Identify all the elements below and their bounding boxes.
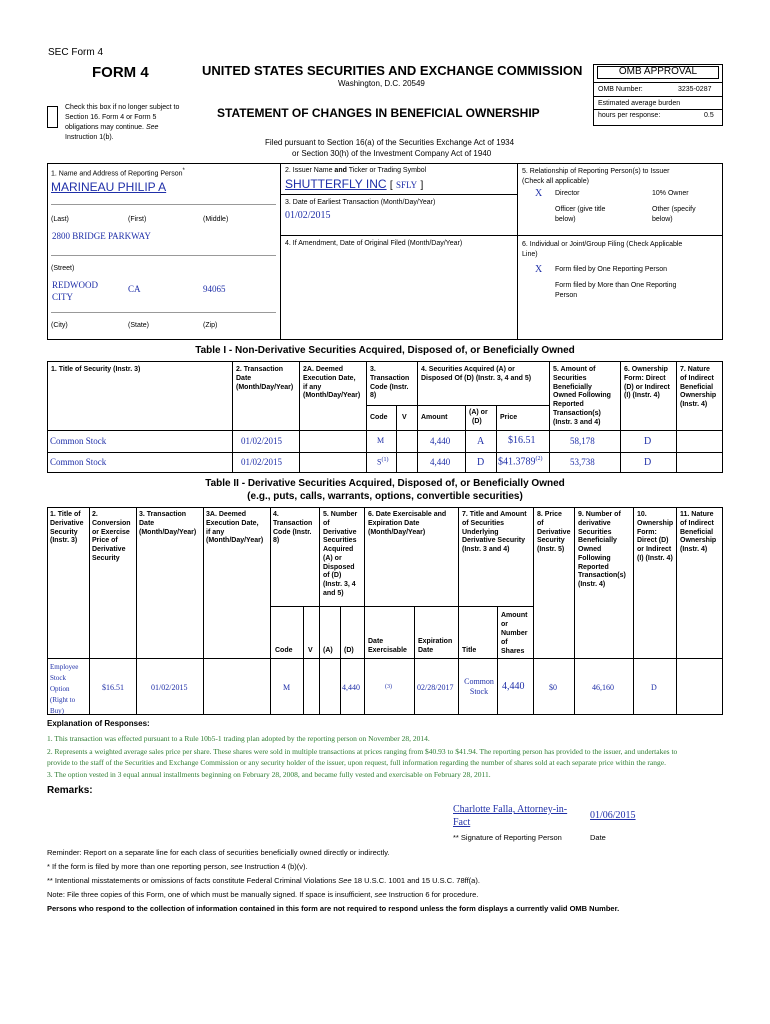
t2-h7: 7. Title and Amount of Securities Underlying Derivative Security (Instr. 3 and 4) xyxy=(462,511,527,553)
more-persons-label: Form filed by More than One Reporting Person xyxy=(555,282,677,299)
filing-label: 6. Individual or Joint/Group Filing (Check Applicable Line) xyxy=(522,241,683,258)
reporting-person-name[interactable]: MARINEAU PHILIP A xyxy=(51,180,167,194)
t2-h4: 4. Transaction Code (Instr. 8) xyxy=(273,511,313,545)
t2-v: V xyxy=(308,647,313,654)
t2-h11: 11. Nature of Indirect Beneficial Ownership (Instr. 4) xyxy=(680,511,717,553)
t2-r1-expiration: 02/28/2017 xyxy=(417,683,454,692)
earliest-date-value: 01/02/2015 xyxy=(285,210,331,221)
footer-note-1: * If the form is filed by more than one reporting person, see Instruction 4 (b)(v). xyxy=(47,862,308,871)
checkbox-instructions: Check this box if no longer subject to Section 16. Form 4 or Form 5 obligations may continue. See Instruction 1(b). xyxy=(65,104,180,141)
footnote-2: 2. Represents a weighted average sales price per share. These shares were sold in multiple transactions at prices ranging from $40.93 to $41.94. The reporting person has provided to the issuer, and undertakes to provide to the staff of the Securities and Exchange Commission or any security holder of the issuer, upon request, full information regarding the number of shares sold at each separate price within the range. xyxy=(47,747,678,767)
footer-omb-note: Persons who respond to the collection of information contained in this form are not required to respond unless the form displays a currently valid OMB Number. xyxy=(47,904,620,913)
t1-h2a: 2A. Deemed Execution Date, if any (Month/Day/Year) xyxy=(303,366,361,400)
agency-title: UNITED STATES SECURITIES AND EXCHANGE COMMISSION xyxy=(202,63,583,78)
t1-aod: (A) or (D) xyxy=(469,409,488,425)
omb-hours: 0.5 xyxy=(704,112,714,119)
t1-r2-code: $S^{(1)}$ xyxy=(377,457,389,467)
other-label: Other (specify below) xyxy=(652,206,696,223)
t2-h3: 3. Transaction Date (Month/Day/Year) xyxy=(139,511,197,536)
t1-r1-code: M xyxy=(377,436,385,445)
t1-r1-amount: 4,440 xyxy=(430,436,451,446)
t1-r1-aod: A xyxy=(477,436,485,447)
reporting-person-label: 1. Name and Address of Reporting Person* xyxy=(51,168,185,178)
statement-title: STATEMENT OF CHANGES IN BENEFICIAL OWNERSHIP xyxy=(217,106,540,120)
t1-r2-amount: 4,440 xyxy=(430,457,451,467)
middle-label: (Middle) xyxy=(203,216,229,223)
remarks-title: Remarks: xyxy=(47,785,93,796)
t2-expiration: Expiration Date xyxy=(418,638,453,654)
footnote-1: 1. This transaction was effected pursuant to a Rule 10b5-1 trading plan adopted by the reporting person on November 28, 2014. xyxy=(47,734,430,743)
t1-r1-owned: 58,178 xyxy=(570,436,595,446)
omb-hours-label: hours per response: xyxy=(598,112,661,119)
filed-pursuant-2: or Section 30(h) of the Investment Company Act of 1940 xyxy=(292,149,492,158)
t1-h3: 3. Transaction Code (Instr. 8) xyxy=(370,366,410,400)
footer-note-2: ** Intentional misstatements or omissions of facts constitute Federal Criminal Violations See 18 U.S.C. 1001 and 15 U.S.C. 78ff(a). xyxy=(47,876,480,885)
table1-title: Table I - Non-Derivative Securities Acquired, Disposed of, or Beneficially Owned xyxy=(195,345,575,356)
t1-r2-form: D xyxy=(644,457,652,468)
t2-h6: 6. Date Exercisable and Expiration Date (Month/Day/Year) xyxy=(368,511,447,536)
t1-r1-title: Common Stock xyxy=(50,436,107,446)
t2-h1: 1. Title of Derivative Security (Instr. 3) xyxy=(50,511,84,545)
t2-amount: Amount or Number of Shares xyxy=(501,612,528,655)
t2-r1-underlying-amount: 4,440 xyxy=(502,681,525,692)
t2-d: (D) xyxy=(344,647,354,654)
date-label: Date xyxy=(590,833,606,842)
t1-h7: 7. Nature of Indirect Beneficial Ownership (Instr. 4) xyxy=(680,366,717,408)
relationship-label: 5. Relationship of Reporting Person(s) to Issuer (Check all applicable) xyxy=(522,168,670,185)
ten-pct-label: 10% Owner xyxy=(652,190,689,197)
t1-h6: 6. Ownership Form: Direct (D) or Indirect (I) (Instr. 4) xyxy=(624,366,670,400)
footnote-3: 3. The option vested in 3 equal annual installments beginning on February 28, 2008, and became fully vested and exercisable on February 28, 2011. xyxy=(47,770,491,779)
sec-form-label: SEC Form 4 xyxy=(48,47,104,58)
omb-number: 3235-0287 xyxy=(678,86,712,93)
t2-r1-date: 01/02/2015 xyxy=(151,683,188,692)
one-person-mark[interactable]: X xyxy=(535,264,543,275)
t2-a: (A) xyxy=(323,647,333,654)
t1-r2-title: Common Stock xyxy=(50,457,107,467)
issuer-name[interactable]: SHUTTERFLY INC [ SFLY ] xyxy=(285,177,424,191)
t2-h2: 2. Conversion or Exercise Price of Derivative Security xyxy=(92,511,131,562)
explanation-title: Explanation of Responses: xyxy=(47,719,150,728)
agency-city: Washington, D.C. 20549 xyxy=(338,79,425,88)
omb-number-label: OMB Number: xyxy=(598,86,643,93)
no-longer-subject-checkbox[interactable] xyxy=(47,106,58,128)
t1-r2-aod: D xyxy=(477,457,485,468)
t2-r1-deriv-price: $0 xyxy=(549,683,557,692)
omb-approval-title: OMB APPROVAL xyxy=(618,66,698,77)
officer-label: Officer (give title below) xyxy=(555,206,606,223)
first-label: (First) xyxy=(128,216,147,223)
footer-note-3: Note: File three copies of this Form, one of which must be manually signed. If space is insufficient, see Instruction 6 for procedure. xyxy=(47,890,479,899)
state-value: CA xyxy=(128,284,141,294)
t2-h9: 9. Number of derivative Securities Beneficially Owned Following Reported Transaction(s) (Instr. 4) xyxy=(578,511,626,588)
street-label: (Street) xyxy=(51,265,75,272)
t2-r1-d: 4,440 xyxy=(342,683,360,692)
t2-r1-price: $16.51 xyxy=(102,683,124,692)
t2-r1-owned: 46,160 xyxy=(592,683,614,692)
t2-date-exercisable: Date Exercisable xyxy=(368,638,407,654)
last-label: (Last) xyxy=(51,216,69,223)
t2-code: Code xyxy=(275,647,293,654)
signature-date: 01/06/2015 xyxy=(590,810,636,821)
t1-r1-form: D xyxy=(644,436,652,447)
t1-r1-price: $16.51 xyxy=(508,435,536,446)
street-value: 2800 BRIDGE PARKWAY xyxy=(52,231,151,241)
t2-h3a: 3A. Deemed Execution Date, if any (Month/Day/Year) xyxy=(206,511,264,545)
signature-label: ** Signature of Reporting Person xyxy=(453,833,562,842)
t1-h1: 1. Title of Security (Instr. 3) xyxy=(51,366,141,373)
signature-name: Charlotte Falla, Attorney-in- Fact xyxy=(453,804,568,828)
t1-h2: 2. Transaction Date (Month/Day/Year) xyxy=(236,366,294,391)
t1-amount: Amount xyxy=(421,414,448,421)
zip-label: (Zip) xyxy=(203,322,218,329)
form-title: FORM 4 xyxy=(92,64,149,81)
t2-r1-form: D xyxy=(651,683,657,692)
issuer-label: 2. Issuer Name and Ticker or Trading Symbol xyxy=(285,167,427,174)
city-label: (City) xyxy=(51,322,68,329)
t2-title: Title xyxy=(462,647,477,654)
t2-h8: 8. Price of Derivative Security (Instr. 5) xyxy=(537,511,571,553)
t2-r1-code: M xyxy=(283,683,291,692)
earliest-date-label: 3. Date of Earliest Transaction (Month/Day/Year) xyxy=(285,199,436,206)
amendment-label: 4. If Amendment, Date of Original Filed (Month/Day/Year) xyxy=(285,240,463,247)
footer-reminder: Reminder: Report on a separate line for each class of securities beneficially owned directly or indirectly. xyxy=(47,848,390,857)
director-mark[interactable]: X xyxy=(535,188,543,199)
table2-title: Table II - Derivative Securities Acquired, Disposed of, or Beneficially Owned xyxy=(205,478,565,489)
t1-h5: 5. Amount of Securities Beneficially Owned Following Reported Transaction(s) (Instr. 3 and 4) xyxy=(553,366,611,426)
filed-pursuant-1: Filed pursuant to Section 16(a) of the Securities Exchange Act of 1934 xyxy=(265,138,515,147)
t1-price: Price xyxy=(500,414,518,421)
zip-value: 94065 xyxy=(203,284,226,294)
t1-r2-price: $41.3789$^{(2)}$ xyxy=(498,456,543,468)
t1-h4: 4. Securities Acquired (A) or Disposed Of (D) (Instr. 3, 4 and 5) xyxy=(421,366,532,382)
t2-r1-underlying-title: Common Stock xyxy=(464,677,494,696)
director-label: Director xyxy=(555,190,580,197)
t2-r1-exercisable: (3) xyxy=(385,684,392,690)
t1-r1-date: 01/02/2015 xyxy=(241,436,283,446)
t1-v: V xyxy=(402,414,407,421)
table2-subtitle: (e.g., puts, calls, warrants, options, convertible securities) xyxy=(247,491,523,502)
city-value: REDWOOD CITY xyxy=(52,280,98,302)
t1-r2-date: 01/02/2015 xyxy=(241,457,283,467)
t1-r2-owned: 53,738 xyxy=(570,457,595,467)
t1-code: Code xyxy=(370,414,388,421)
t2-r1-title: Employee Stock Option (Right to Buy) xyxy=(50,663,79,715)
t2-h10: 10. Ownership Form: Direct (D) or Indirect (I) (Instr. 4) xyxy=(637,511,674,562)
state-label: (State) xyxy=(128,322,150,329)
omb-burden: Estimated average burden xyxy=(598,100,681,107)
one-person-label: Form filed by One Reporting Person xyxy=(555,266,668,273)
t2-h5: 5. Number of Derivative Securities Acquired (A) or Disposed of (D) (Instr. 3, 4 and 5) xyxy=(323,511,358,597)
